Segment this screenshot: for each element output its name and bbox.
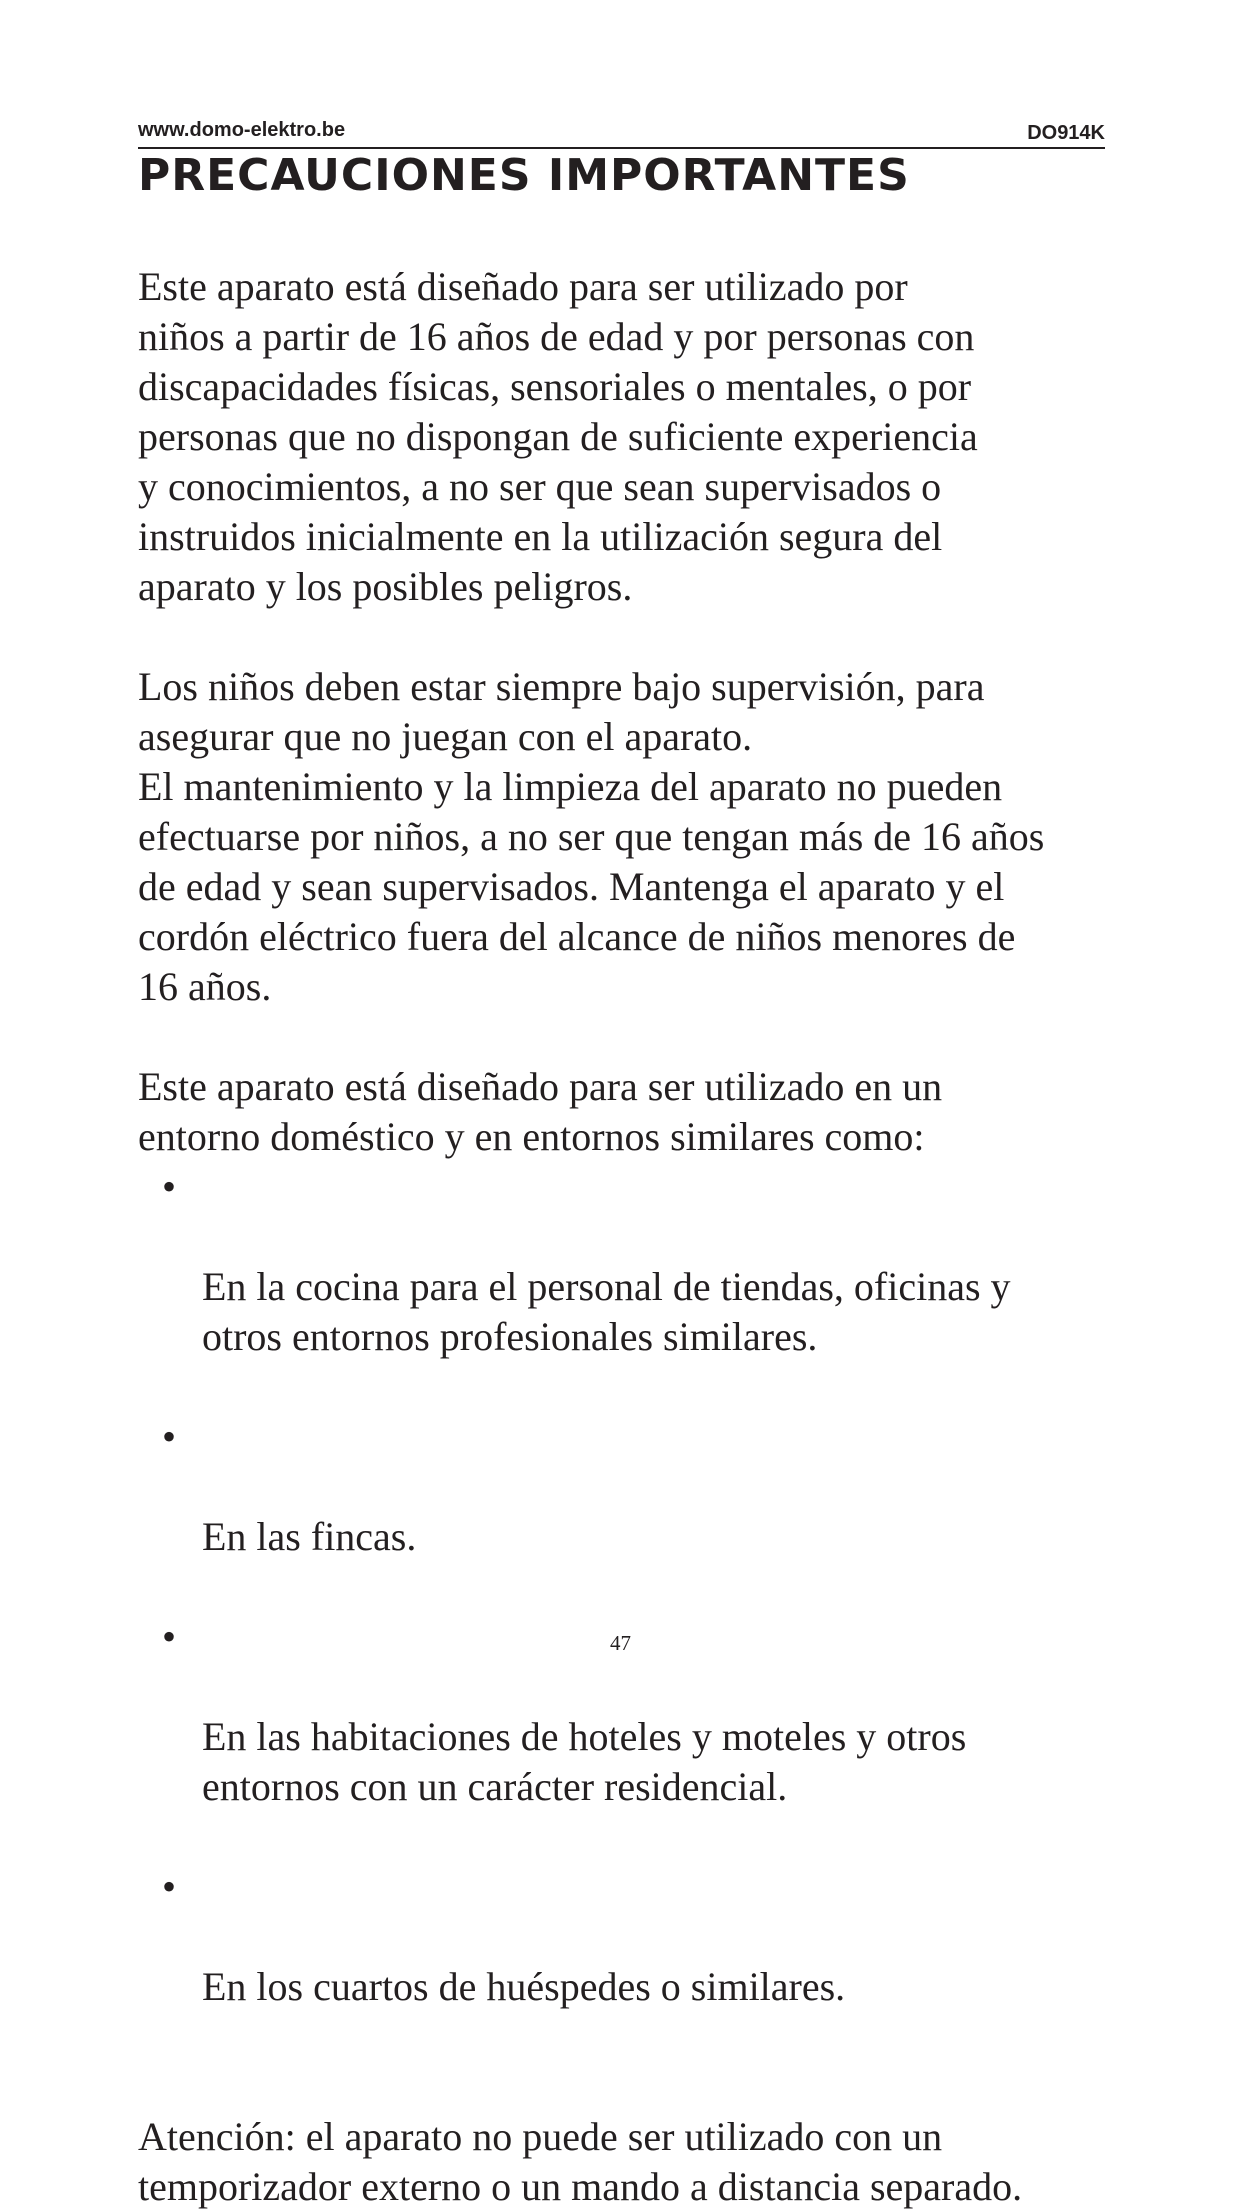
bullet-dot: • bbox=[162, 1614, 177, 1659]
header-model-number: DO914K bbox=[1027, 122, 1105, 144]
paragraph-intended-users: Este aparato está diseñado para ser utilizado por niños a partir de 16 años de edad y por personas con discapacidades físicas, sensoriales o mentales, o por personas que no dispongan de suficiente experiencia y conocimientos, a no ser que sean supervisados o instruidos inicialmente en la utilización segura del aparato y los posibles peligros. bbox=[138, 264, 978, 609]
bullet-dot: • bbox=[162, 1164, 177, 1209]
bullet-dot: • bbox=[162, 1414, 177, 1459]
list-item-text: En la cocina para el personal de tiendas, oficinas y otros entornos profesionales similares. bbox=[202, 1264, 1011, 1359]
body-content bbox=[138, 262, 1118, 2212]
list-item bbox=[138, 1862, 1118, 2062]
bullet-dot: • bbox=[162, 1864, 177, 1909]
header-url: www.domo-elektro.be bbox=[138, 119, 346, 141]
paragraph-intended-environment: Este aparato está diseñado para ser utilizado en un entorno doméstico y en entornos similares como: bbox=[138, 1064, 943, 1159]
paragraph-spacer bbox=[138, 2062, 1118, 2112]
paragraph-spacer bbox=[138, 1012, 1118, 1062]
list-item-text: En las fincas. bbox=[202, 1514, 417, 1559]
page-title: PRECAUCIONES IMPORTANTES bbox=[138, 150, 910, 201]
page-number: 47 bbox=[610, 1631, 631, 1655]
list-item-text: En las habitaciones de hoteles y moteles y otros entornos con un carácter residencial. bbox=[202, 1714, 967, 1809]
paragraph-timer-warning: Atención: el aparato no puede ser utilizado con un temporizador externo o un mando a distancia separado. bbox=[138, 2114, 1023, 2209]
list-item bbox=[138, 1412, 1118, 1612]
list-item-text: En los cuartos de huéspedes o similares. bbox=[202, 1964, 846, 2009]
paragraph-spacer bbox=[138, 612, 1118, 662]
paragraph-maintenance: El mantenimiento y la limpieza del aparato no pueden efectuarse por niños, a no ser que tengan más de 16 años de edad y sean supervisados. Mantenga el aparato y el cordón eléctrico fuera del alcance de niños menores de 16 años. bbox=[138, 764, 1045, 1009]
list-item bbox=[138, 1162, 1118, 1412]
paragraph-child-supervision: Los niños deben estar siempre bajo supervisión, para asegurar que no juegan con el aparato. bbox=[138, 664, 985, 759]
environment-list bbox=[138, 1162, 1118, 2062]
